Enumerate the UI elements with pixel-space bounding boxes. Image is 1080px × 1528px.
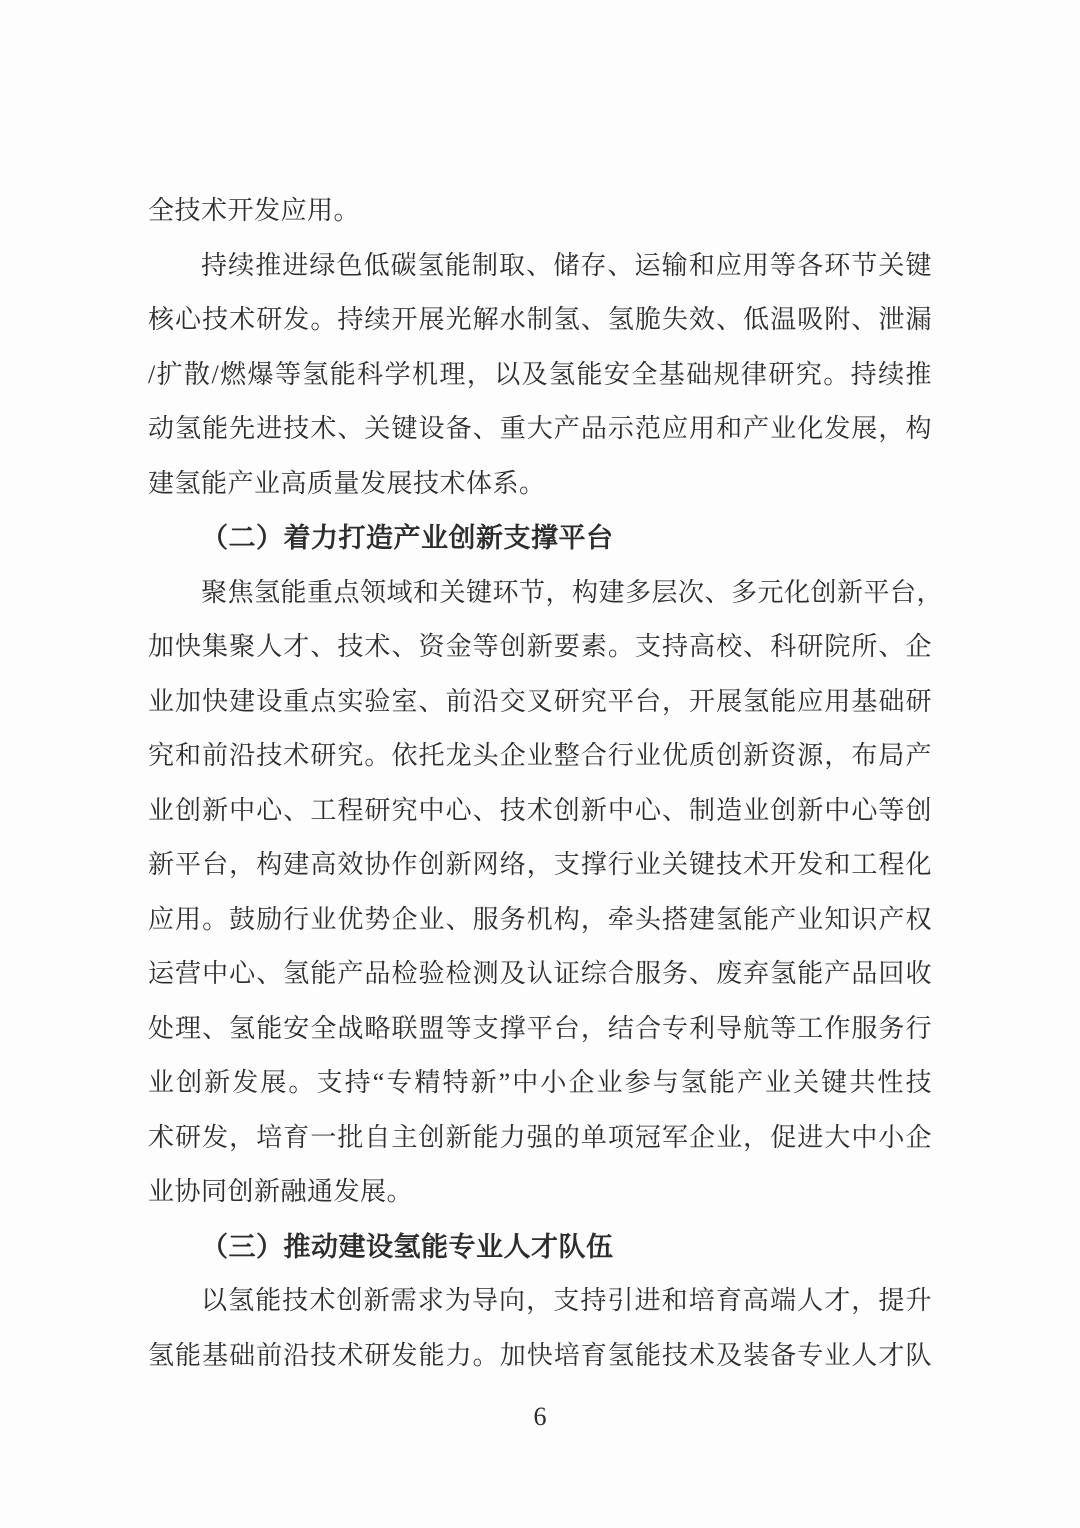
text-line: 业创新发展。支持“专精特新”中小企业参与氢能产业关键共性技 — [148, 1068, 932, 1097]
text-line: 动氢能先进技术、关键设备、重大产品示范应用和产业化发展，构 — [148, 414, 932, 443]
text-line: 加快集聚人才、技术、资金等创新要素。支持高校、科研院所、企 — [148, 632, 932, 661]
text-line: 业加快建设重点实验室、前沿交叉研究平台，开展氢能应用基础研 — [148, 686, 932, 716]
text-line: 聚焦氢能重点领域和关键环节，构建多层次、多元化创新平台， — [201, 577, 944, 607]
section-heading-2: （二）着力打造产业创新支撑平台 — [201, 523, 614, 553]
text-line: 术研发，培育一批自主创新能力强的单项冠军企业，促进大中小企 — [148, 1122, 932, 1152]
section-heading-3: （三）推动建设氢能专业人才队伍 — [201, 1231, 614, 1262]
text-line: 核心技术研发。持续开展光解水制氢、氢脆失效、低温吸附、泄漏 — [148, 305, 932, 334]
text-line: 业创新中心、工程研究中心、技术创新中心、制造业创新中心等创 — [148, 795, 932, 825]
text-line: 处理、氢能安全战略联盟等支撑平台，结合专利导航等工作服务行 — [148, 1013, 932, 1043]
text-line: 以氢能技术创新需求为导向，支持引进和培育高端人才，提升 — [201, 1286, 932, 1315]
document-body — [148, 184, 944, 1383]
text-line: 新平台，构建高效协作创新网络，支撑行业关键技术开发和工程化 — [148, 850, 932, 879]
text-line: 应用。鼓励行业优势企业、服务机构，牵头搭建氢能产业知识产权 — [148, 904, 932, 934]
text-line: 究和前沿技术研究。依托龙头企业整合行业优质创新资源，布局产 — [148, 741, 932, 770]
text-line: 持续推进绿色低碳氢能制取、储存、运输和应用等各环节关键 — [201, 250, 932, 280]
text-line: 运营中心、氢能产品检验检测及认证综合服务、废弃氢能产品回收 — [148, 959, 932, 988]
text-line: 建氢能产业高质量发展技术体系。 — [148, 468, 546, 498]
text-line: 全技术开发应用。 — [148, 196, 361, 225]
text-line: /扩散/燃爆等氢能科学机理，以及氢能安全基础规律研究。持续推 — [148, 359, 932, 389]
page-number: 6 — [533, 1402, 547, 1431]
text-line: 业协同创新融通发展。 — [148, 1177, 414, 1206]
text-line: 氢能基础前沿技术研发能力。加快培育氢能技术及装备专业人才队 — [148, 1340, 932, 1370]
